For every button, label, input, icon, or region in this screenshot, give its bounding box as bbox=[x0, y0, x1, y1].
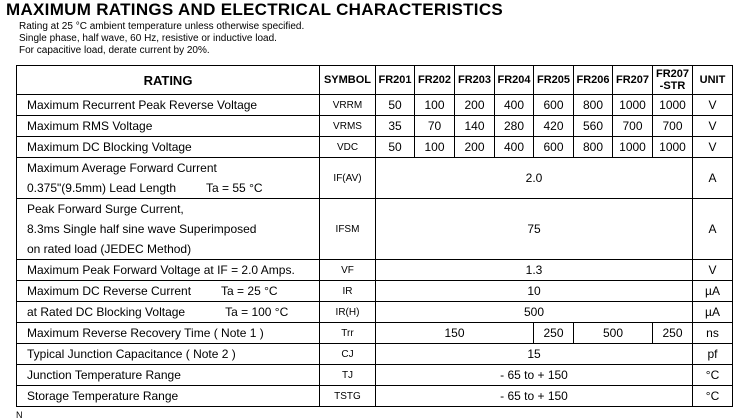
table-row bbox=[17, 344, 733, 365]
value-cell: 100 bbox=[415, 95, 455, 116]
header-part: FR205 bbox=[534, 66, 574, 95]
symbol-cell: TSTG bbox=[320, 386, 376, 407]
value-cell: 800 bbox=[574, 95, 613, 116]
value-cell: 75 bbox=[376, 199, 693, 260]
header-part-str-line1: FR207 bbox=[655, 68, 690, 80]
symbol-cell: TJ bbox=[320, 365, 376, 386]
value-cell: 700 bbox=[613, 116, 653, 137]
param-label: Maximum Peak Forward Voltage at IF = 2.0 Amps. bbox=[17, 260, 320, 281]
value-cell: 140 bbox=[455, 116, 495, 137]
param-line-text: at Rated DC Blocking Voltage bbox=[27, 305, 186, 319]
value-cell: 70 bbox=[415, 116, 455, 137]
value-cell: - 65 to + 150 bbox=[376, 365, 693, 386]
param-line: Maximum Average Forward Current bbox=[27, 161, 217, 175]
param-label bbox=[17, 281, 320, 302]
table-row bbox=[17, 302, 733, 323]
unit-cell: µA bbox=[693, 281, 733, 302]
unit-cell: V bbox=[693, 260, 733, 281]
header-part: FR206 bbox=[574, 66, 613, 95]
value-cell: 250 bbox=[534, 323, 574, 344]
page-title: MAXIMUM RATINGS AND ELECTRICAL CHARACTERISTICS bbox=[6, 0, 504, 19]
value-cell: 500 bbox=[376, 302, 693, 323]
param-label: Maximum Reverse Recovery Time ( Note 1 ) bbox=[17, 323, 320, 344]
value-cell: 700 bbox=[653, 116, 693, 137]
header-part: FR207 bbox=[613, 66, 653, 95]
value-cell: 400 bbox=[495, 137, 534, 158]
table-row bbox=[17, 281, 733, 302]
table-row bbox=[17, 158, 733, 199]
value-cell: 1.3 bbox=[376, 260, 693, 281]
value-cell: 50 bbox=[376, 95, 415, 116]
value-cell: 600 bbox=[534, 95, 574, 116]
value-cell: 400 bbox=[495, 95, 534, 116]
unit-cell: ns bbox=[693, 323, 733, 344]
param-label: Maximum RMS Voltage bbox=[17, 116, 320, 137]
condition-text: Ta = 25 °C bbox=[221, 284, 278, 298]
value-cell: 800 bbox=[574, 137, 613, 158]
table-row bbox=[17, 386, 733, 407]
value-cell: 420 bbox=[534, 116, 574, 137]
unit-cell: pf bbox=[693, 344, 733, 365]
param-label: Storage Temperature Range bbox=[17, 386, 320, 407]
unit-cell: °C bbox=[693, 365, 733, 386]
value-cell: 560 bbox=[574, 116, 613, 137]
table-row bbox=[17, 137, 733, 158]
value-cell: 1000 bbox=[613, 137, 653, 158]
header-part-str bbox=[653, 66, 693, 95]
value-cell: 35 bbox=[376, 116, 415, 137]
table-row bbox=[17, 365, 733, 386]
table-header-row bbox=[17, 66, 733, 95]
unit-cell: A bbox=[693, 158, 733, 199]
value-cell: 15 bbox=[376, 344, 693, 365]
header-part: FR201 bbox=[376, 66, 415, 95]
param-line bbox=[27, 178, 319, 198]
symbol-cell: VDC bbox=[320, 137, 376, 158]
header-part: FR204 bbox=[495, 66, 534, 95]
value-cell: 500 bbox=[574, 323, 653, 344]
symbol-cell: VF bbox=[320, 260, 376, 281]
header-part: FR203 bbox=[455, 66, 495, 95]
param-label: Typical Junction Capacitance ( Note 2 ) bbox=[17, 344, 320, 365]
value-cell: 10 bbox=[376, 281, 693, 302]
value-cell: 1000 bbox=[653, 137, 693, 158]
symbol-cell: VRMS bbox=[320, 116, 376, 137]
param-line-text: Maximum DC Reverse Current bbox=[27, 284, 192, 298]
value-cell: 100 bbox=[415, 137, 455, 158]
value-cell: 1000 bbox=[653, 95, 693, 116]
value-cell: - 65 to + 150 bbox=[376, 386, 693, 407]
symbol-cell: IR bbox=[320, 281, 376, 302]
table-row bbox=[17, 116, 733, 137]
param-label: Maximum Recurrent Peak Reverse Voltage bbox=[17, 95, 320, 116]
ratings-table bbox=[16, 65, 733, 407]
condition-text: Ta = 100 °C bbox=[225, 305, 289, 319]
param-line: on rated load (JEDEC Method) bbox=[27, 242, 192, 256]
table-row bbox=[17, 323, 733, 344]
unit-cell: A bbox=[693, 199, 733, 260]
unit-cell: V bbox=[693, 116, 733, 137]
header-part-str-line2: -STR bbox=[659, 80, 686, 92]
param-line-text: 0.375"(9.5mm) Lead Length bbox=[27, 181, 177, 195]
symbol-cell: VRRM bbox=[320, 95, 376, 116]
value-cell: 1000 bbox=[613, 95, 653, 116]
symbol-cell: IR(H) bbox=[320, 302, 376, 323]
symbol-cell: Trr bbox=[320, 323, 376, 344]
note-line-3: For capacitive load, derate current by 20%. bbox=[19, 45, 210, 56]
header-rating: RATING bbox=[17, 66, 320, 95]
header-part: FR202 bbox=[415, 66, 455, 95]
value-cell: 600 bbox=[534, 137, 574, 158]
header-unit: UNIT bbox=[693, 66, 733, 95]
value-cell: 200 bbox=[455, 95, 495, 116]
unit-cell: V bbox=[693, 95, 733, 116]
table-row bbox=[17, 95, 733, 116]
symbol-cell: CJ bbox=[320, 344, 376, 365]
footer-fragment: N bbox=[16, 410, 23, 420]
table-row bbox=[17, 199, 733, 260]
param-label bbox=[17, 302, 320, 323]
header-symbol: SYMBOL bbox=[320, 66, 376, 95]
param-label: Maximum DC Blocking Voltage bbox=[17, 137, 320, 158]
condition-text: Ta = 55 °C bbox=[206, 181, 263, 195]
param-line: 8.3ms Single half sine wave Superimposed bbox=[27, 222, 257, 236]
value-cell: 2.0 bbox=[376, 158, 693, 199]
param-line: Peak Forward Surge Current, bbox=[27, 202, 184, 216]
symbol-cell: IFSM bbox=[320, 199, 376, 260]
note-line-2: Single phase, half wave, 60 Hz, resistive or inductive load. bbox=[19, 33, 277, 44]
value-cell: 280 bbox=[495, 116, 534, 137]
value-cell: 50 bbox=[376, 137, 415, 158]
symbol-cell: IF(AV) bbox=[320, 158, 376, 199]
note-line-1: Rating at 25 °C ambient temperature unless otherwise specified. bbox=[19, 21, 305, 32]
value-cell: 250 bbox=[653, 323, 693, 344]
unit-cell: µA bbox=[693, 302, 733, 323]
value-cell: 200 bbox=[455, 137, 495, 158]
table-row bbox=[17, 260, 733, 281]
unit-cell: °C bbox=[693, 386, 733, 407]
value-cell: 150 bbox=[376, 323, 534, 344]
param-label: Junction Temperature Range bbox=[17, 365, 320, 386]
param-label bbox=[17, 158, 320, 199]
unit-cell: V bbox=[693, 137, 733, 158]
param-label bbox=[17, 199, 320, 260]
